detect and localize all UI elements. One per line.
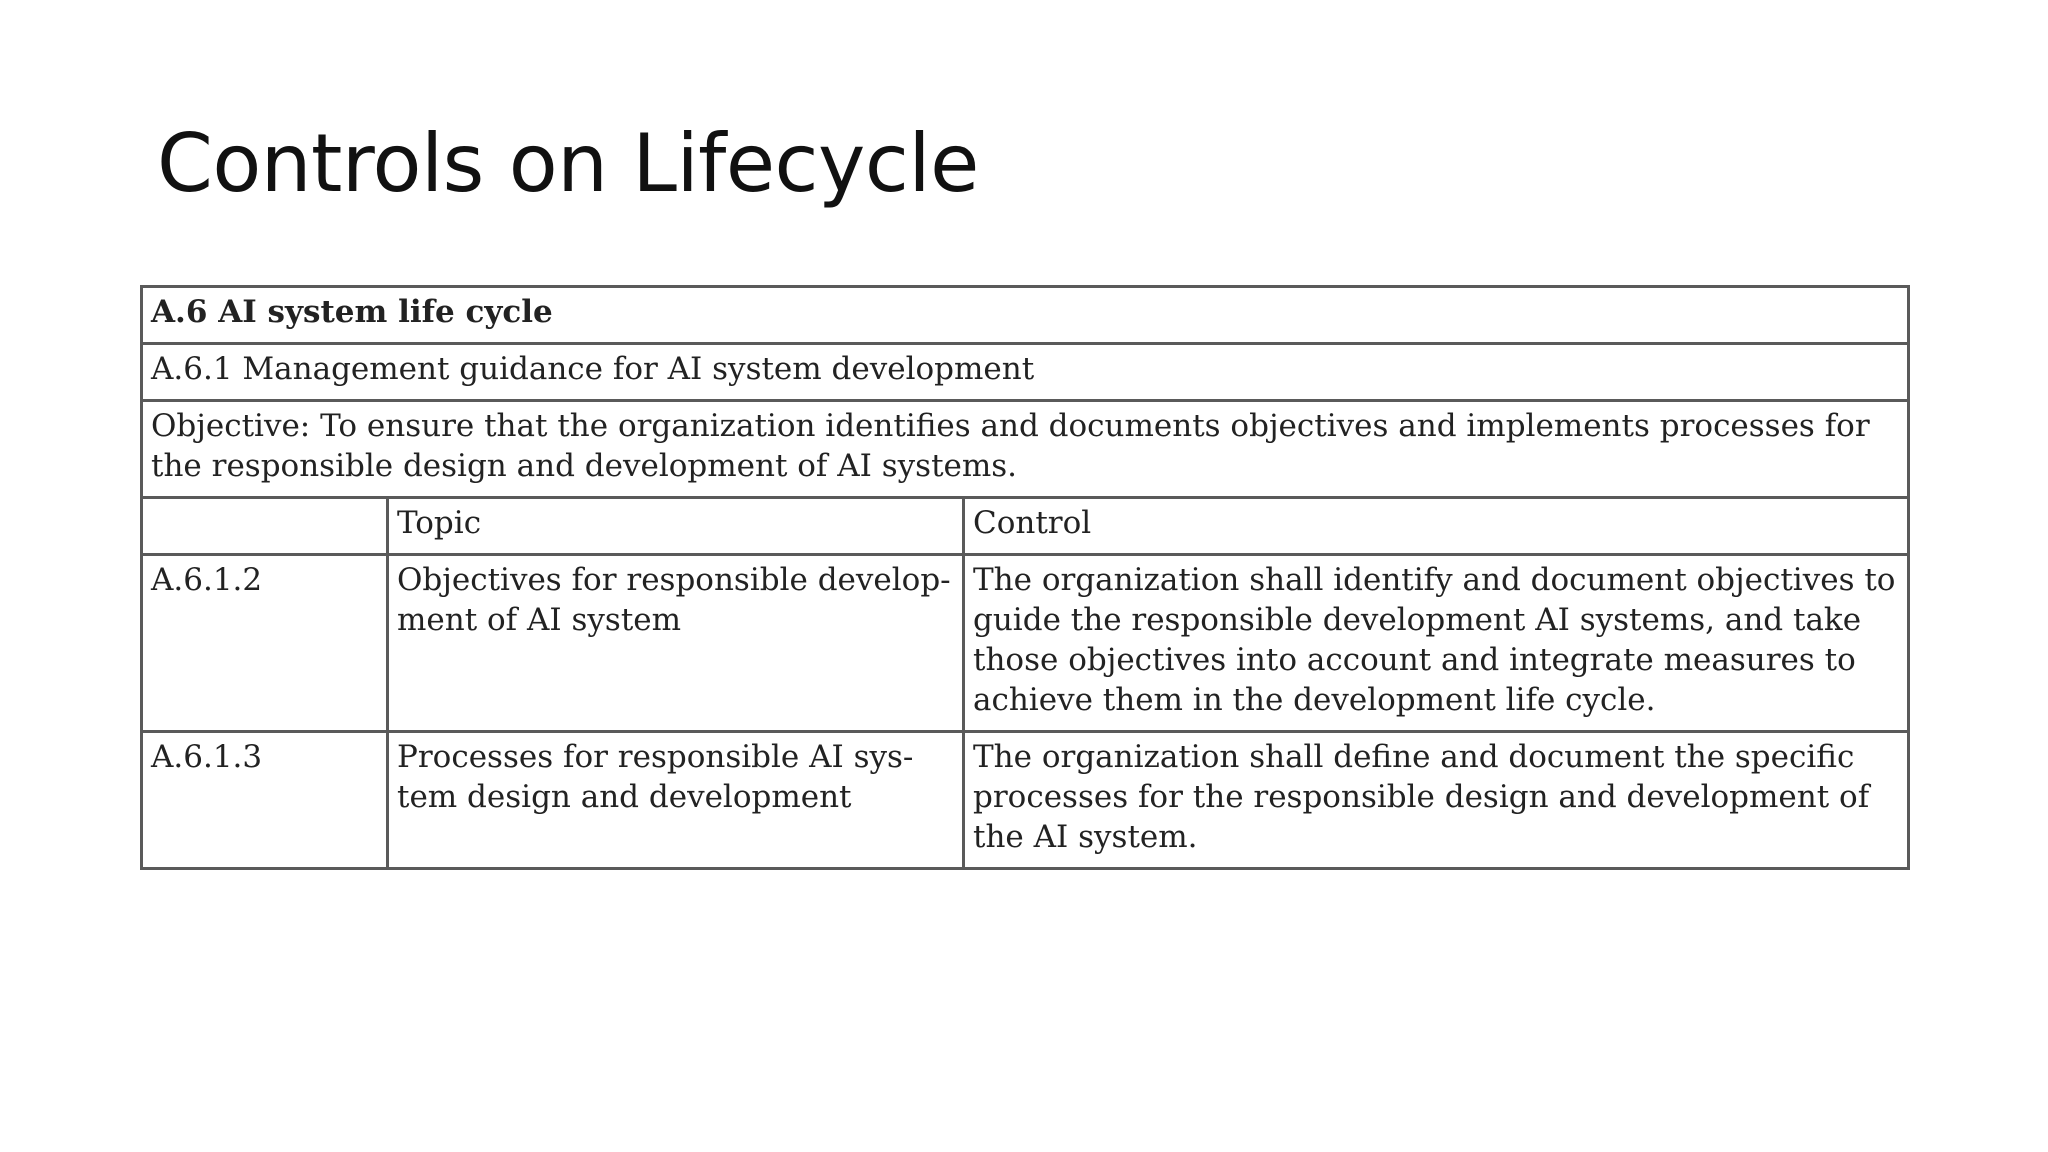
subsection-heading-row: [142, 344, 1909, 401]
column-header-control: Control: [964, 498, 1909, 555]
control-id: A.6.1.2: [142, 555, 388, 732]
table-row: [142, 732, 1909, 869]
control-description: The organization shall define and document the specific processes for the responsible design and development of the AI system.: [964, 732, 1909, 869]
objective-text: Objective: To ensure that the organization identifies and documents objectives and implements processes for the responsible design and development of AI systems.: [142, 401, 1909, 498]
control-topic: Objectives for responsible develop-ment of AI system: [388, 555, 964, 732]
section-heading: A.6 AI system life cycle: [142, 287, 1909, 344]
objective-row: [142, 401, 1909, 498]
control-id: A.6.1.3: [142, 732, 388, 869]
controls-table-container: [140, 285, 1910, 870]
control-description: The organization shall identify and document objectives to guide the responsible development AI systems, and take those objectives into account and integrate measures to achieve them in the development life cycle.: [964, 555, 1909, 732]
column-header-topic: Topic: [388, 498, 964, 555]
table-row: [142, 555, 1909, 732]
column-header-row: [142, 498, 1909, 555]
column-header-id: [142, 498, 388, 555]
controls-table: [140, 285, 1910, 870]
slide-title: Controls on Lifecycle: [157, 117, 979, 210]
section-heading-row: [142, 287, 1909, 344]
subsection-heading: A.6.1 Management guidance for AI system development: [142, 344, 1909, 401]
control-topic: Processes for responsible AI sys-tem design and development: [388, 732, 964, 869]
